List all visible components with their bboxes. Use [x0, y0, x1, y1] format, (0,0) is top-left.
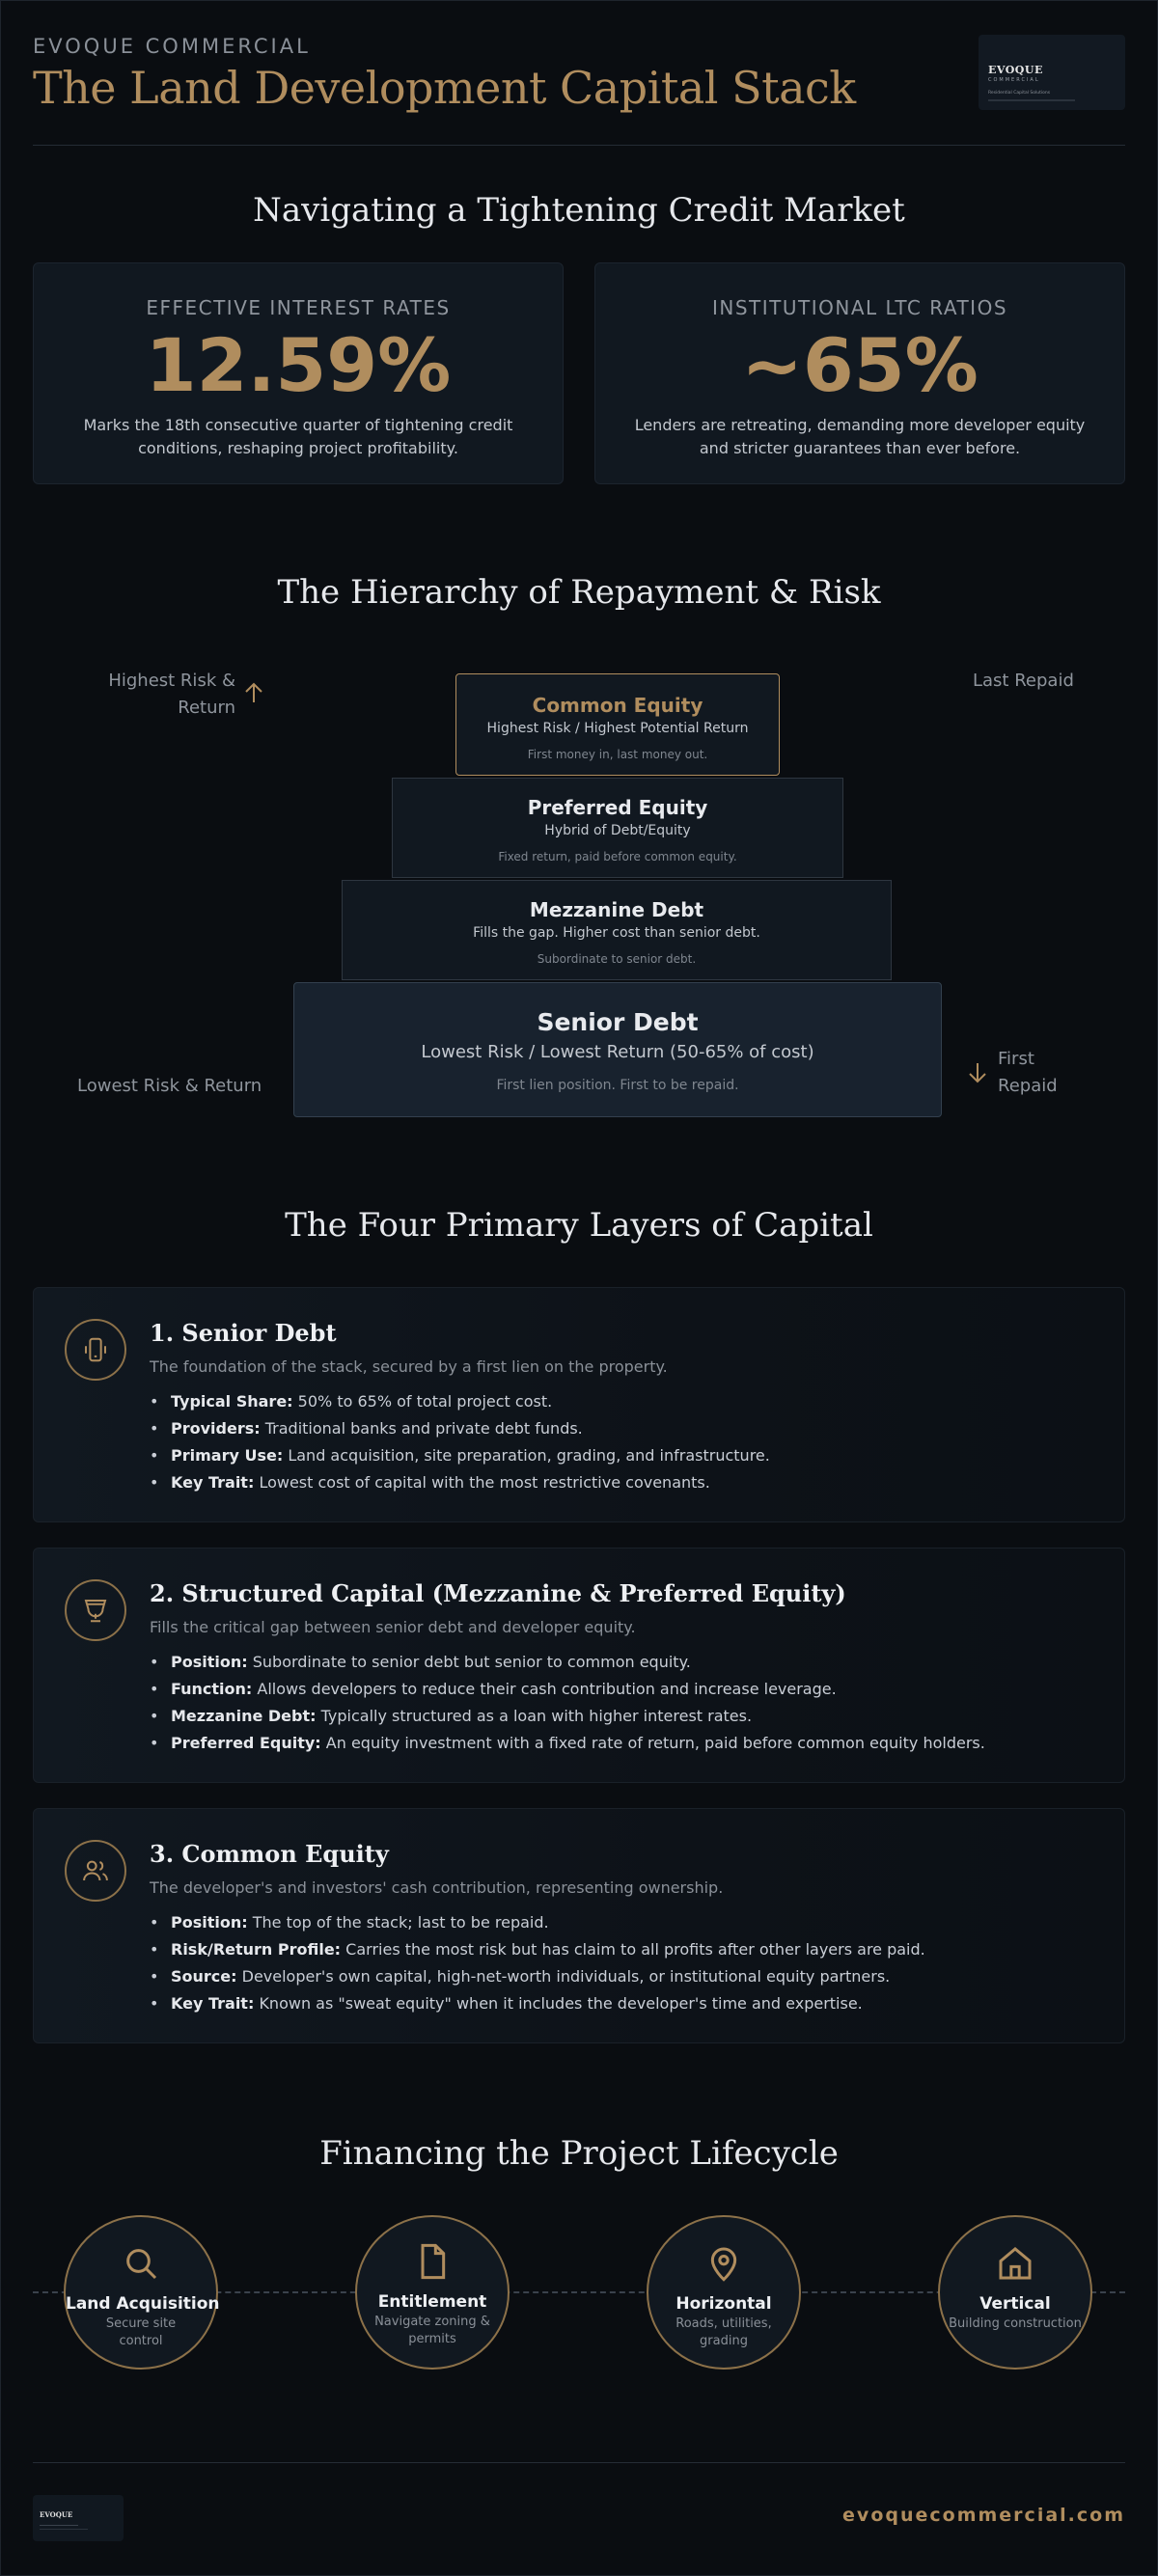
lifecycle-step-horizontal	[647, 2215, 801, 2370]
list-item: • Position: Subordinate to senior debt but senior to common equity.	[150, 1649, 985, 1676]
users-icon	[65, 1840, 126, 1902]
step-name: Vertical	[979, 2294, 1051, 2314]
brand-kicker: EVOQUE COMMERCIAL	[33, 35, 311, 58]
layer-list	[150, 1909, 925, 2017]
stat-card-ltc	[594, 262, 1125, 484]
last-repaid-label: Last Repaid	[973, 671, 1074, 691]
step-desc: Roads, utilities, grading	[676, 2316, 772, 2348]
layer-title: 3. Common Equity	[150, 1840, 389, 1868]
step-name: Horizontal	[676, 2294, 772, 2314]
tier-preferred-equity	[392, 778, 843, 878]
stat-desc: Marks the 18th consecutive quarter of tightening credit conditions, reshaping project profitability.	[83, 416, 513, 457]
home-icon	[940, 2244, 1090, 2287]
stat-desc: Lenders are retreating, demanding more developer equity and stricter guarantees than ever before.	[634, 416, 1086, 457]
arrow-down-icon	[967, 1061, 988, 1088]
layer-list	[150, 1649, 985, 1757]
tier-sub: Fills the gap. Higher cost than senior debt.	[473, 925, 760, 941]
tier-senior-debt	[293, 982, 942, 1117]
step-name: Land Acquisition	[66, 2294, 220, 2314]
header-logo	[979, 35, 1125, 110]
layer-card-structured-capital	[33, 1548, 1125, 1783]
stat-card-interest	[33, 262, 564, 484]
arrow-up-icon	[243, 681, 264, 708]
logo-name: EVOQUE	[988, 64, 1043, 76]
tier-mezzanine-debt	[342, 880, 892, 980]
list-item: • Source: Developer's own capital, high-net-worth individuals, or institutional equity partners.	[150, 1963, 925, 1990]
footer-logo	[33, 2495, 124, 2541]
list-item: • Typical Share: 50% to 65% of total project cost.	[150, 1388, 770, 1415]
tier-name: Preferred Equity	[527, 796, 708, 819]
layer-subtitle: Fills the critical gap between senior debt and developer equity.	[150, 1618, 636, 1636]
document-icon	[357, 2242, 508, 2285]
stat-label: EFFECTIVE INTEREST RATES	[146, 296, 451, 319]
stat-label: INSTITUTIONAL LTC RATIOS	[711, 296, 1008, 319]
tier-note: Subordinate to senior debt.	[537, 952, 697, 966]
logo-rule	[988, 99, 1075, 101]
footer-url-link[interactable]: evoquecommercial.com	[842, 2505, 1125, 2526]
tier-common-equity	[455, 673, 780, 776]
tier-note: First money in, last money out.	[527, 748, 708, 761]
stat-value: 12.59%	[145, 322, 452, 408]
step-desc: Secure site control	[105, 2316, 177, 2348]
tier-note: Fixed return, paid before common equity.	[498, 850, 737, 863]
list-item: • Function: Allows developers to reduce their cash contribution and increase leverage.	[150, 1676, 985, 1703]
hierarchy-section-title: The Hierarchy of Repayment & Risk	[277, 573, 881, 612]
tier-sub: Lowest Risk / Lowest Return (50-65% of cost)	[421, 1042, 814, 1062]
layer-title: 1. Senior Debt	[150, 1319, 337, 1347]
logo-sub: COMMERCIAL	[988, 77, 1040, 83]
layer-title: 2. Structured Capital (Mezzanine & Preferred Equity)	[150, 1579, 846, 1607]
stat-value: ~65%	[741, 322, 979, 408]
tier-name: Mezzanine Debt	[529, 898, 704, 921]
lifecycle-step-land-acquisition	[64, 2215, 218, 2370]
list-item: • Providers: Traditional banks and private debt funds.	[150, 1415, 770, 1442]
step-name: Entitlement	[377, 2292, 487, 2312]
footer-logo-name: EVOQUE	[40, 2510, 73, 2519]
step-desc: Navigate zoning & permits	[374, 2315, 490, 2346]
highest-risk-label: Highest Risk & Return	[108, 671, 235, 718]
lifecycle-step-vertical	[938, 2215, 1092, 2370]
step-desc: Building construction	[949, 2316, 1082, 2331]
layer-list	[150, 1388, 770, 1496]
layer-subtitle: The foundation of the stack, secured by a first lien on the property.	[150, 1357, 668, 1376]
list-item: • Risk/Return Profile: Carries the most risk but has claim to all profits after other layers are paid.	[150, 1936, 925, 1963]
search-icon	[66, 2244, 216, 2287]
tier-note: First lien position. First to be repaid.	[496, 1078, 739, 1093]
lifecycle-step-entitlement	[355, 2215, 510, 2370]
market-section-title: Navigating a Tightening Credit Market	[253, 191, 905, 230]
page-title: The Land Development Capital Stack	[33, 62, 856, 114]
list-item: • Mezzanine Debt: Typically structured as a loan with higher interest rates.	[150, 1703, 985, 1730]
header-divider	[33, 145, 1125, 146]
first-repaid-label: First Repaid	[998, 1049, 1058, 1096]
map-pin-icon	[648, 2244, 799, 2287]
list-item: • Key Trait: Known as "sweat equity" when it includes the developer's time and expertise.	[150, 1990, 925, 2017]
layer-card-senior-debt	[33, 1287, 1125, 1522]
list-item: • Preferred Equity: An equity investment with a fixed rate of return, paid before common equity holders.	[150, 1730, 985, 1757]
list-item: • Key Trait: Lowest cost of capital with the most restrictive covenants.	[150, 1469, 770, 1496]
logo-tagline: Residential Capital Solutions	[988, 91, 1051, 96]
lifecycle-section-title: Financing the Project Lifecycle	[319, 2134, 839, 2173]
tier-name: Senior Debt	[537, 1008, 699, 1036]
list-item: • Position: The top of the stack; last to be repaid.	[150, 1909, 925, 1936]
layers-section-title: The Four Primary Layers of Capital	[285, 1206, 873, 1245]
tier-sub: Highest Risk / Highest Potential Return	[486, 721, 749, 736]
list-item: • Primary Use: Land acquisition, site preparation, grading, and infrastructure.	[150, 1442, 770, 1469]
layer-subtitle: The developer's and investors' cash contribution, representing ownership.	[150, 1878, 724, 1897]
tier-sub: Hybrid of Debt/Equity	[544, 823, 691, 838]
trophy-icon	[65, 1579, 126, 1641]
phone-icon	[65, 1319, 126, 1381]
lowest-risk-label: Lowest Risk & Return	[77, 1076, 262, 1096]
tier-name: Common Equity	[532, 694, 703, 717]
layer-card-common-equity	[33, 1808, 1125, 2043]
footer-divider	[33, 2462, 1125, 2463]
